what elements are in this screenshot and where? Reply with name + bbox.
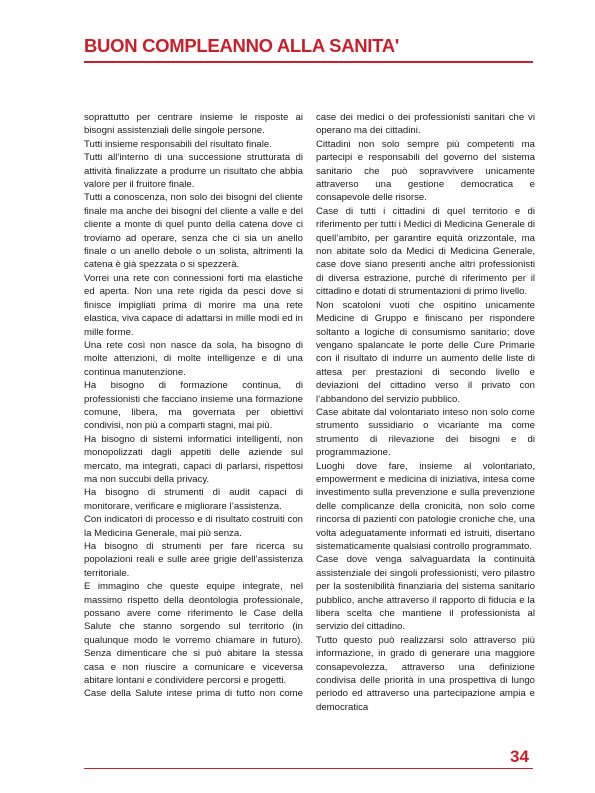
paragraph: Tutti insieme responsabili del risultato finale. (84, 138, 272, 150)
paragraph: Con indicatori di processo e di risultato costruiti con la Medicina Generale, mai più senza. (84, 514, 303, 539)
text-column-right (316, 111, 535, 714)
text-column-left (84, 111, 303, 701)
paragraph: Non scatoloni vuoti che ospitino unicamente Medicine di Gruppo e finiscano per rispondere soltanto a logiche di consumismo sanitario; dove vengano spalancate le porte delle Cure Primarie con il risultato di indurre un aumento delle liste di attesa per prestazioni di secondo livello e deviazioni del cittadino verso il privato con l’abbandono del servizio pubblico. (316, 299, 535, 405)
paragraph: Tutto questo può realizzarsi solo attraverso più informazione, in grado di generare una maggiore consapevolezza, attraverso una definizione condivisa delle priorità in una prospettiva di lungo periodo ed attraverso una partecipazione ampia e democratica (316, 634, 535, 713)
page-header-title: BUON COMPLEANNO ALLA SANITA' (84, 35, 399, 56)
paragraph: Cittadini non solo sempre più competenti ma partecipi e responsabili del governo del sistema sanitario che può sopravvivere unicamente attraverso una gestione democratica e consapevole delle risorse. (316, 138, 535, 204)
header-divider (84, 61, 533, 63)
paragraph: Case dove venga salvaguardata la continuità assistenziale dei singoli professionisti, vero pilastro per la sostenibilità finanziaria del sistema sanitario pubblico, anche attraverso il rapporto di fiducia e la libera scelta che mantiene il professionista al servizio del cittadino. (316, 554, 535, 633)
paragraph: E immagino che queste equipe integrate, nel massimo rispetto della deontologia professionale, possano avere come riferimento le Case della Salute che stanno sorgendo sul territorio (in qualunque modo le vorremo chiamare in futuro). Senza dimenticare che si può abitare la stessa casa e non riuscire a comunicare e viceversa abitare lontani e condividere percorsi e progetti. (84, 581, 303, 687)
paragraph: Luoghi dove fare, insieme al volontariato, empowerment e medicina di iniziativa, intesa come investimento sulla prevenzione e sulla prevenzione delle complicanze della cronicità, non solo come rincorsa di pazienti con patologie croniche che, una volta adeguatamente informati ed istruiti, disertano sistematicamente qualsiasi controllo programmato. (316, 460, 535, 552)
paragraph: Una rete così non nasce da sola, ha bisogno di molte attenzioni, di molte intelligenze e di una continua manutenzione. (84, 339, 303, 378)
paragraph: Tutti all’interno di una successione strutturata di attività finalizzate a produrre un risultato che abbia valore per il fruitore finale. (84, 152, 303, 191)
paragraph: Case abitate dal volontariato inteso non solo come strumento sussidiario o vicariante ma come strumento di rilevazione dei bisogni e di programmazione. (316, 406, 535, 459)
paragraph: Ha bisogno di formazione continua, di professionisti che facciano insieme una formazione comune, libera, ma governata per obiettivi condivisi, non più a comparti stagni, mai più. (84, 380, 303, 432)
paragraph: soprattutto per centrare insieme le risposte ai bisogni assistenziali delle singole persone. (84, 112, 303, 137)
page-number: 34 (510, 747, 529, 766)
paragraph: Ha bisogno di sistemi informatici intelligenti, non monopolizzati dagli appetiti delle aziende sul mercato, ma integrati, capaci di parlarsi, rispettosi ma non succubi della privacy. (84, 433, 303, 485)
paragraph: case dei medici o dei professionisti sanitari che vi operano ma dei cittadini. (316, 112, 535, 137)
paragraph: Case della Salute intese prima di tutto non come (84, 688, 303, 700)
paragraph: Case di tutti i cittadini di quel territorio e di riferimento per tutti i Medici di Medicina Generale di quell’ambito, per garantire equità orizzontale, ma non abitate solo da Medici di Medicina Generale, case dove siano presenti anche altri professionisti di diversa estrazione, purché di riferimento per il cittadino e dotati di strumentazioni di primo livello. (316, 205, 535, 298)
paragraph: Vorrei una rete con connessioni forti ma elastiche ed aperta. Non una rete rigida da pesci dove si finisce impigliati prima di morire ma una rete elastica, viva capace di adattarsi in mille modi ed in mille forme. (84, 272, 303, 338)
paragraph: Tutti a conoscenza, non solo dei bisogni del cliente finale ma anche dei bisogni del cliente a valle e del cliente a monte di quel punto della catena dove ci troviamo ad operare, senza che ci sia un anello finale o un anello debole o un solista, altrimenti la catena è già spezzata o si spezzerà. (84, 192, 303, 271)
paragraph: Ha bisogno di strumenti per fare ricerca su popolazioni reali e sulle aree grigie dell’assistenza territoriale. (84, 541, 303, 579)
footer-divider (84, 768, 533, 769)
paragraph: Ha bisogno di strumenti di audit capaci di monitorare, verificare e migliorare l’assistenza. (84, 487, 303, 512)
